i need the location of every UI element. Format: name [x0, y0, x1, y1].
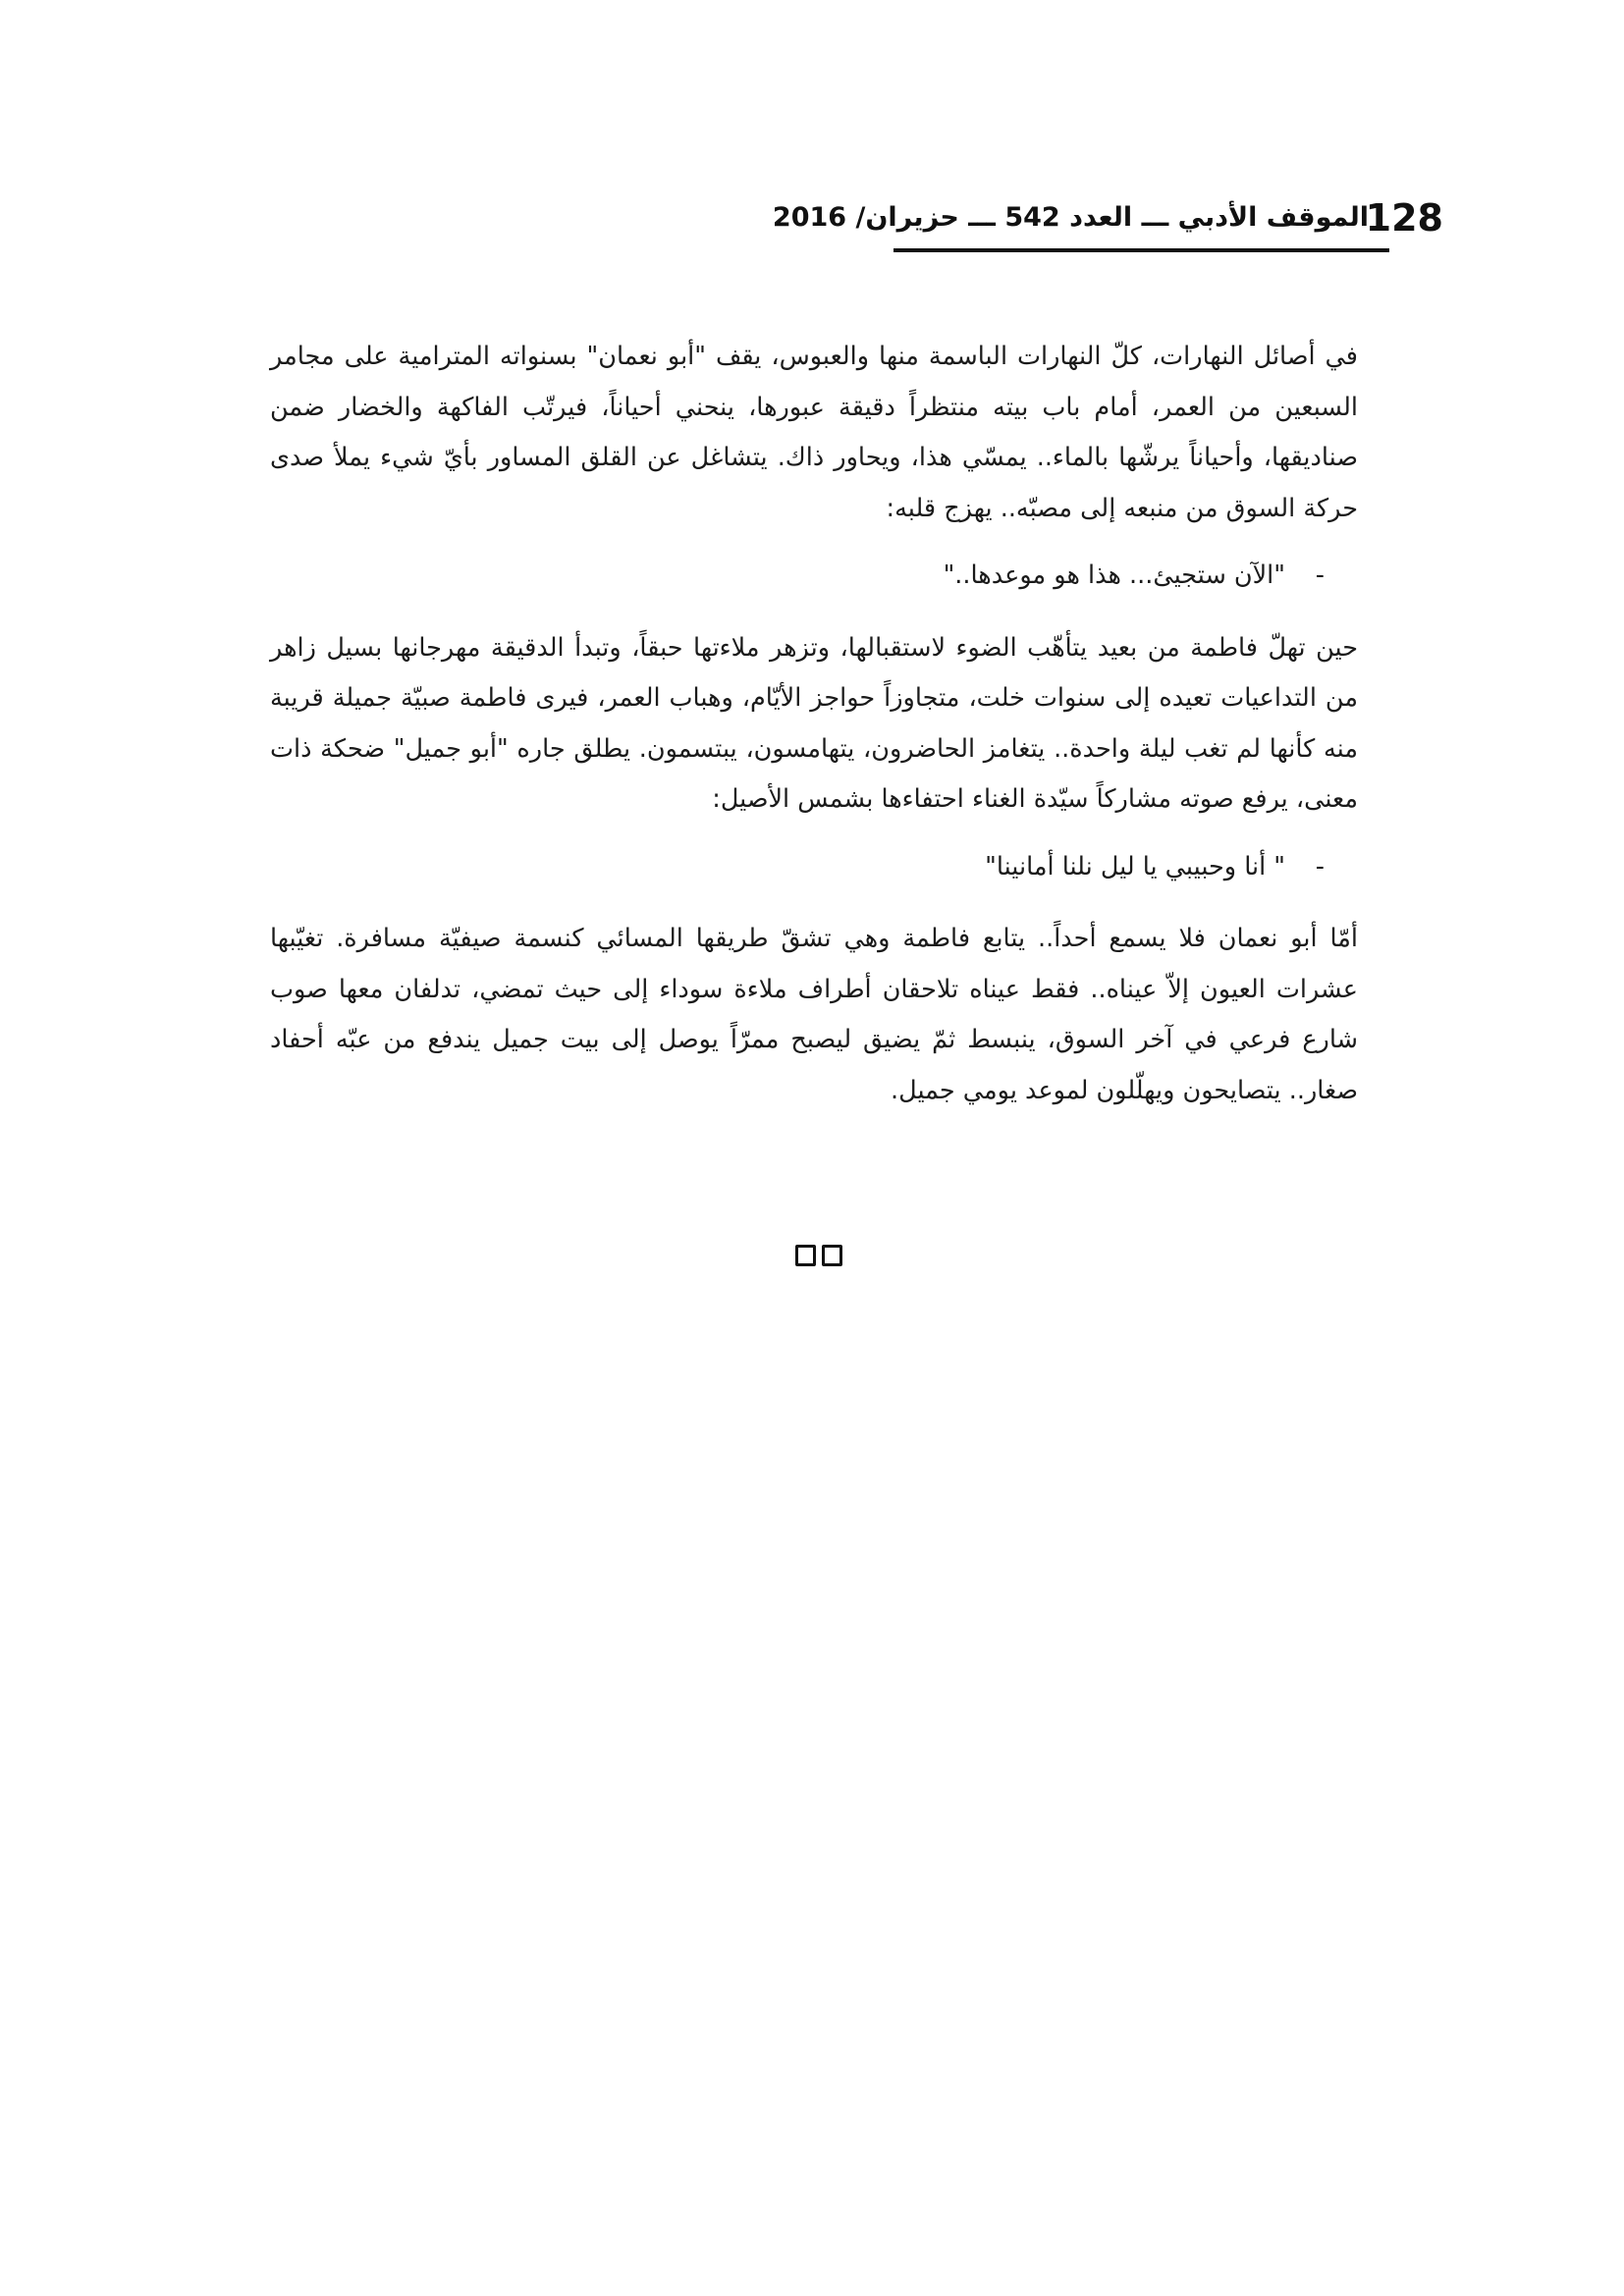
square-icon: [795, 1245, 816, 1266]
paragraph-1: في أصائل النهارات، كلّ النهارات الباسمة منها والعبوس، يقف "أبو نعمان" بسنواته المترامية على مجامر السبعين من العمر، أمام باب بيته منتظراً دقيقة عبورها، ينحني أحياناً، فيرتّب الفاكهة والخضار ضمن صناديقها، وأحياناً يرشّها بالماء.. يمسّي هذا، ويحاور ذاك. يتشاغل عن القلق المساور بأيّ شيء يملأ صدى حركة السوق من منبعه إلى مصبّه.. يهزج قلبه:: [270, 342, 1358, 523]
dialogue-text-1: "الآن ستجيئ... هذا هو موعدها..": [943, 561, 1285, 590]
dialogue-text-2: " أنا وحبيبي يا ليل نلنا أمانينا": [985, 851, 1285, 881]
running-title: الموقف الأدبي ـــ العدد 542 ـــ حزيران/ 2016: [772, 202, 1369, 233]
dialogue-line-1: [270, 551, 1358, 602]
square-icon: [822, 1245, 842, 1266]
header-rule: [893, 248, 1389, 252]
dialogue-line-2: [270, 842, 1358, 893]
paragraph-2: حين تهلّ فاطمة من بعيد يتأهّب الضوء لاستقبالها، وتزهر ملاءتها حبقاً، وتبدأ الدقيقة مهرجانها بسيل زاهر من التداعيات تعيده إلى سنوات خلت، متجاوزاً حواجز الأيّام، وهباب العمر، فيرى فاطمة صبيّة جميلة قريبة منه كأنها لم تغب ليلة واحدة.. يتغامز الحاضرون، يتهامسون، يبتسمون. يطلق جاره "أبو جميل" ضحكة ذات معنى، يرفع صوته مشاركاً سيّدة الغناء احتفاءها بشمس الأصيل:: [270, 632, 1358, 814]
dialogue-dash: -: [1315, 851, 1325, 881]
article-body: [270, 332, 1358, 1133]
dialogue-dash: -: [1315, 561, 1325, 590]
end-mark-icon: [795, 1245, 842, 1266]
page-header: [772, 192, 1443, 251]
page-number: 128: [1365, 196, 1443, 240]
paragraph-3: أمّا أبو نعمان فلا يسمع أحداً.. يتابع فاطمة وهي تشقّ طريقها المسائي كنسمة صيفيّة مسافرة. تغيّبها عشرات العيون إلاّ عيناه.. فقط عيناه تلاحقان أطراف ملاءة سوداء إلى حيث تمضي، تدلفان معها صوب شارع فرعي في آخر السوق، ينبسط ثمّ يضيق ليصبح ممرّاً يوصل إلى بيت جميل يندفع من عبّه أحفاد صغار.. يتصايحون ويهلّلون لموعد يومي جميل.: [270, 924, 1358, 1105]
